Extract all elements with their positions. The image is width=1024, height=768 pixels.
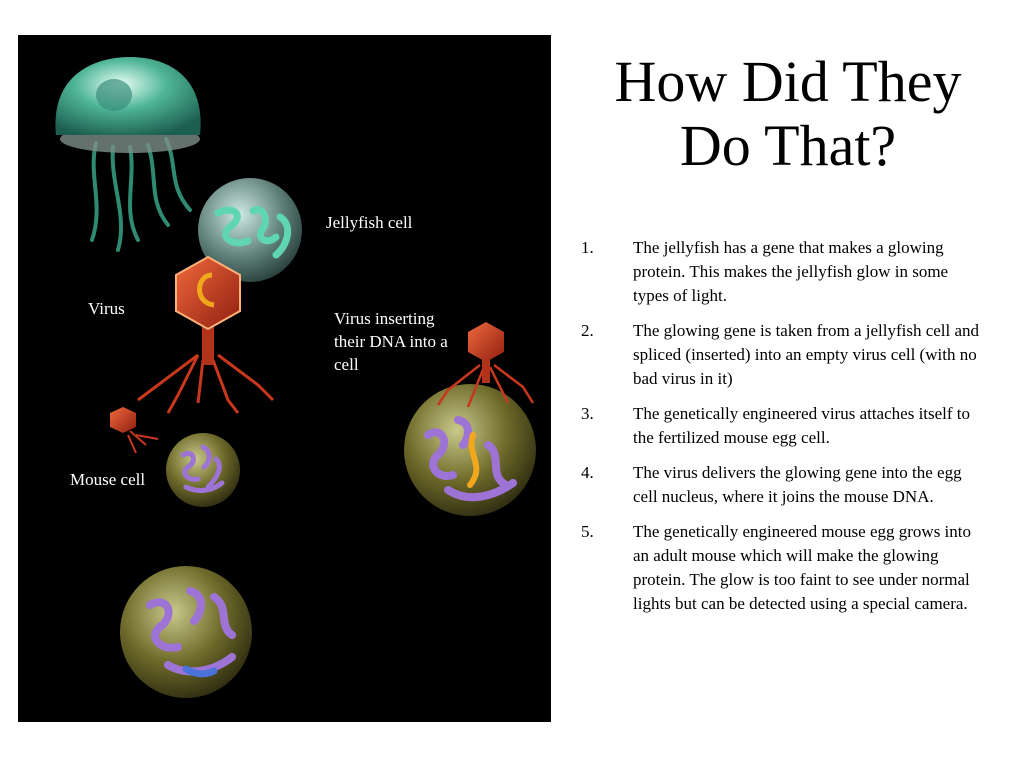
step-text: The genetically engineered virus attaches itself to the fertilized mouse egg cell. bbox=[633, 404, 971, 447]
step-text: The genetically engineered mouse egg grows into an adult mouse which will make the glowing protein. The glow is too faint to see under normal lights but can be detected using a special camera. bbox=[633, 522, 971, 613]
label-virus-inserting: Virus inserting their DNA into a cell bbox=[334, 309, 448, 374]
step-number: 5. bbox=[581, 522, 594, 541]
step-number: 4. bbox=[581, 463, 594, 482]
list-item bbox=[581, 402, 981, 450]
mouse-cell-graphic bbox=[166, 433, 240, 507]
jellyfish-graphic bbox=[55, 57, 200, 250]
small-virus-graphic bbox=[110, 407, 158, 453]
step-number: 1. bbox=[581, 238, 594, 257]
list-item bbox=[581, 461, 981, 509]
label-jellyfish-cell: Jellyfish cell bbox=[326, 213, 413, 232]
label-virus: Virus bbox=[88, 299, 125, 318]
step-text: The virus delivers the glowing gene into the egg cell nucleus, where it joins the mouse DNA. bbox=[633, 463, 962, 506]
step-text: The glowing gene is taken from a jellyfish cell and spliced (inserted) into an empty virus cell (with no bad virus in it) bbox=[633, 321, 980, 388]
process-illustration bbox=[18, 35, 551, 722]
list-item bbox=[581, 520, 981, 616]
step-text: The jellyfish has a gene that makes a glowing protein. This makes the jellyfish glow in some types of light. bbox=[633, 238, 949, 305]
illustration-graphic bbox=[18, 35, 551, 722]
slide-title: How Did They Do That? bbox=[614, 49, 962, 178]
step-number: 2. bbox=[581, 321, 594, 340]
engineered-egg-graphic bbox=[120, 566, 252, 698]
list-item bbox=[581, 236, 981, 308]
label-mouse-cell: Mouse cell bbox=[70, 470, 146, 489]
steps-list bbox=[581, 236, 981, 627]
list-item bbox=[581, 319, 981, 391]
step-number: 3. bbox=[581, 404, 594, 423]
